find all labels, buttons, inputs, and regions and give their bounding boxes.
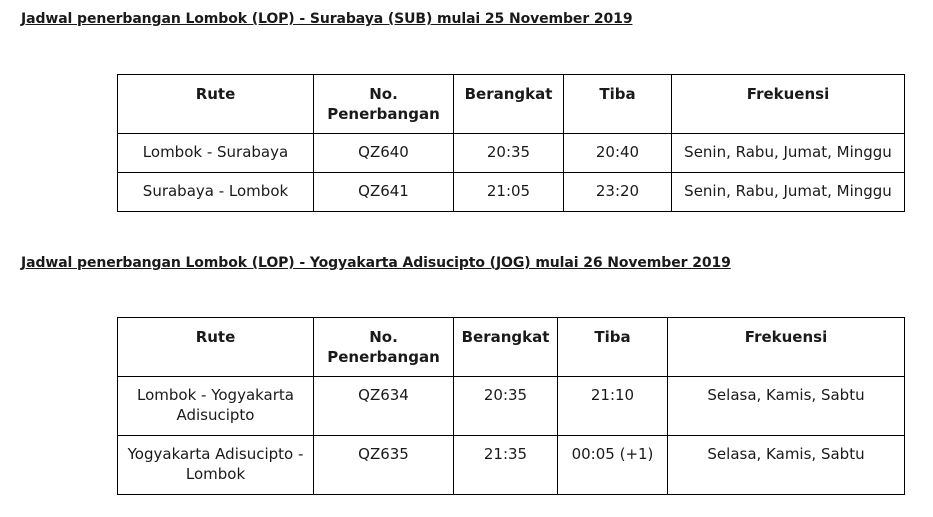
departure-cell: 20:35 xyxy=(454,134,564,173)
flight-number-cell: QZ635 xyxy=(314,436,454,495)
route-cell: Lombok - Surabaya xyxy=(118,134,314,173)
column-header-route: Rute xyxy=(118,75,314,134)
column-header-arrival: Tiba xyxy=(558,318,668,377)
column-header-arrival: Tiba xyxy=(564,75,672,134)
departure-cell: 21:05 xyxy=(454,173,564,212)
column-header-departure: Berangkat xyxy=(454,318,558,377)
column-header-flight-number: No. Penerbangan xyxy=(314,318,454,377)
flight-schedule-table xyxy=(117,317,905,495)
flight-schedule-table xyxy=(117,74,905,212)
departure-cell: 21:35 xyxy=(454,436,558,495)
departure-cell: 20:35 xyxy=(454,377,558,436)
table-row xyxy=(118,436,905,495)
column-header-frequency: Frekuensi xyxy=(668,318,905,377)
arrival-cell: 20:40 xyxy=(564,134,672,173)
table-row xyxy=(118,134,905,173)
schedule-title: Jadwal penerbangan Lombok (LOP) - Yogyakarta Adisucipto (JOG) mulai 26 November 2019 xyxy=(21,255,731,271)
flight-number-cell: QZ641 xyxy=(314,173,454,212)
column-header-frequency: Frekuensi xyxy=(672,75,905,134)
frequency-cell: Selasa, Kamis, Sabtu xyxy=(668,377,905,436)
route-cell: Surabaya - Lombok xyxy=(118,173,314,212)
column-header-flight-number: No. Penerbangan xyxy=(314,75,454,134)
arrival-cell: 23:20 xyxy=(564,173,672,212)
table-row xyxy=(118,377,905,436)
column-header-route: Rute xyxy=(118,318,314,377)
flight-number-cell: QZ634 xyxy=(314,377,454,436)
schedule-title: Jadwal penerbangan Lombok (LOP) - Surabaya (SUB) mulai 25 November 2019 xyxy=(21,11,633,27)
arrival-cell: 00:05 (+1) xyxy=(558,436,668,495)
frequency-cell: Senin, Rabu, Jumat, Minggu xyxy=(672,134,905,173)
frequency-cell: Selasa, Kamis, Sabtu xyxy=(668,436,905,495)
table-row xyxy=(118,173,905,212)
arrival-cell: 21:10 xyxy=(558,377,668,436)
route-cell: Lombok - Yogyakarta Adisucipto xyxy=(118,377,314,436)
flight-number-cell: QZ640 xyxy=(314,134,454,173)
table-header-row xyxy=(118,318,905,377)
column-header-departure: Berangkat xyxy=(454,75,564,134)
route-cell: Yogyakarta Adisucipto - Lombok xyxy=(118,436,314,495)
frequency-cell: Senin, Rabu, Jumat, Minggu xyxy=(672,173,905,212)
table-header-row xyxy=(118,75,905,134)
